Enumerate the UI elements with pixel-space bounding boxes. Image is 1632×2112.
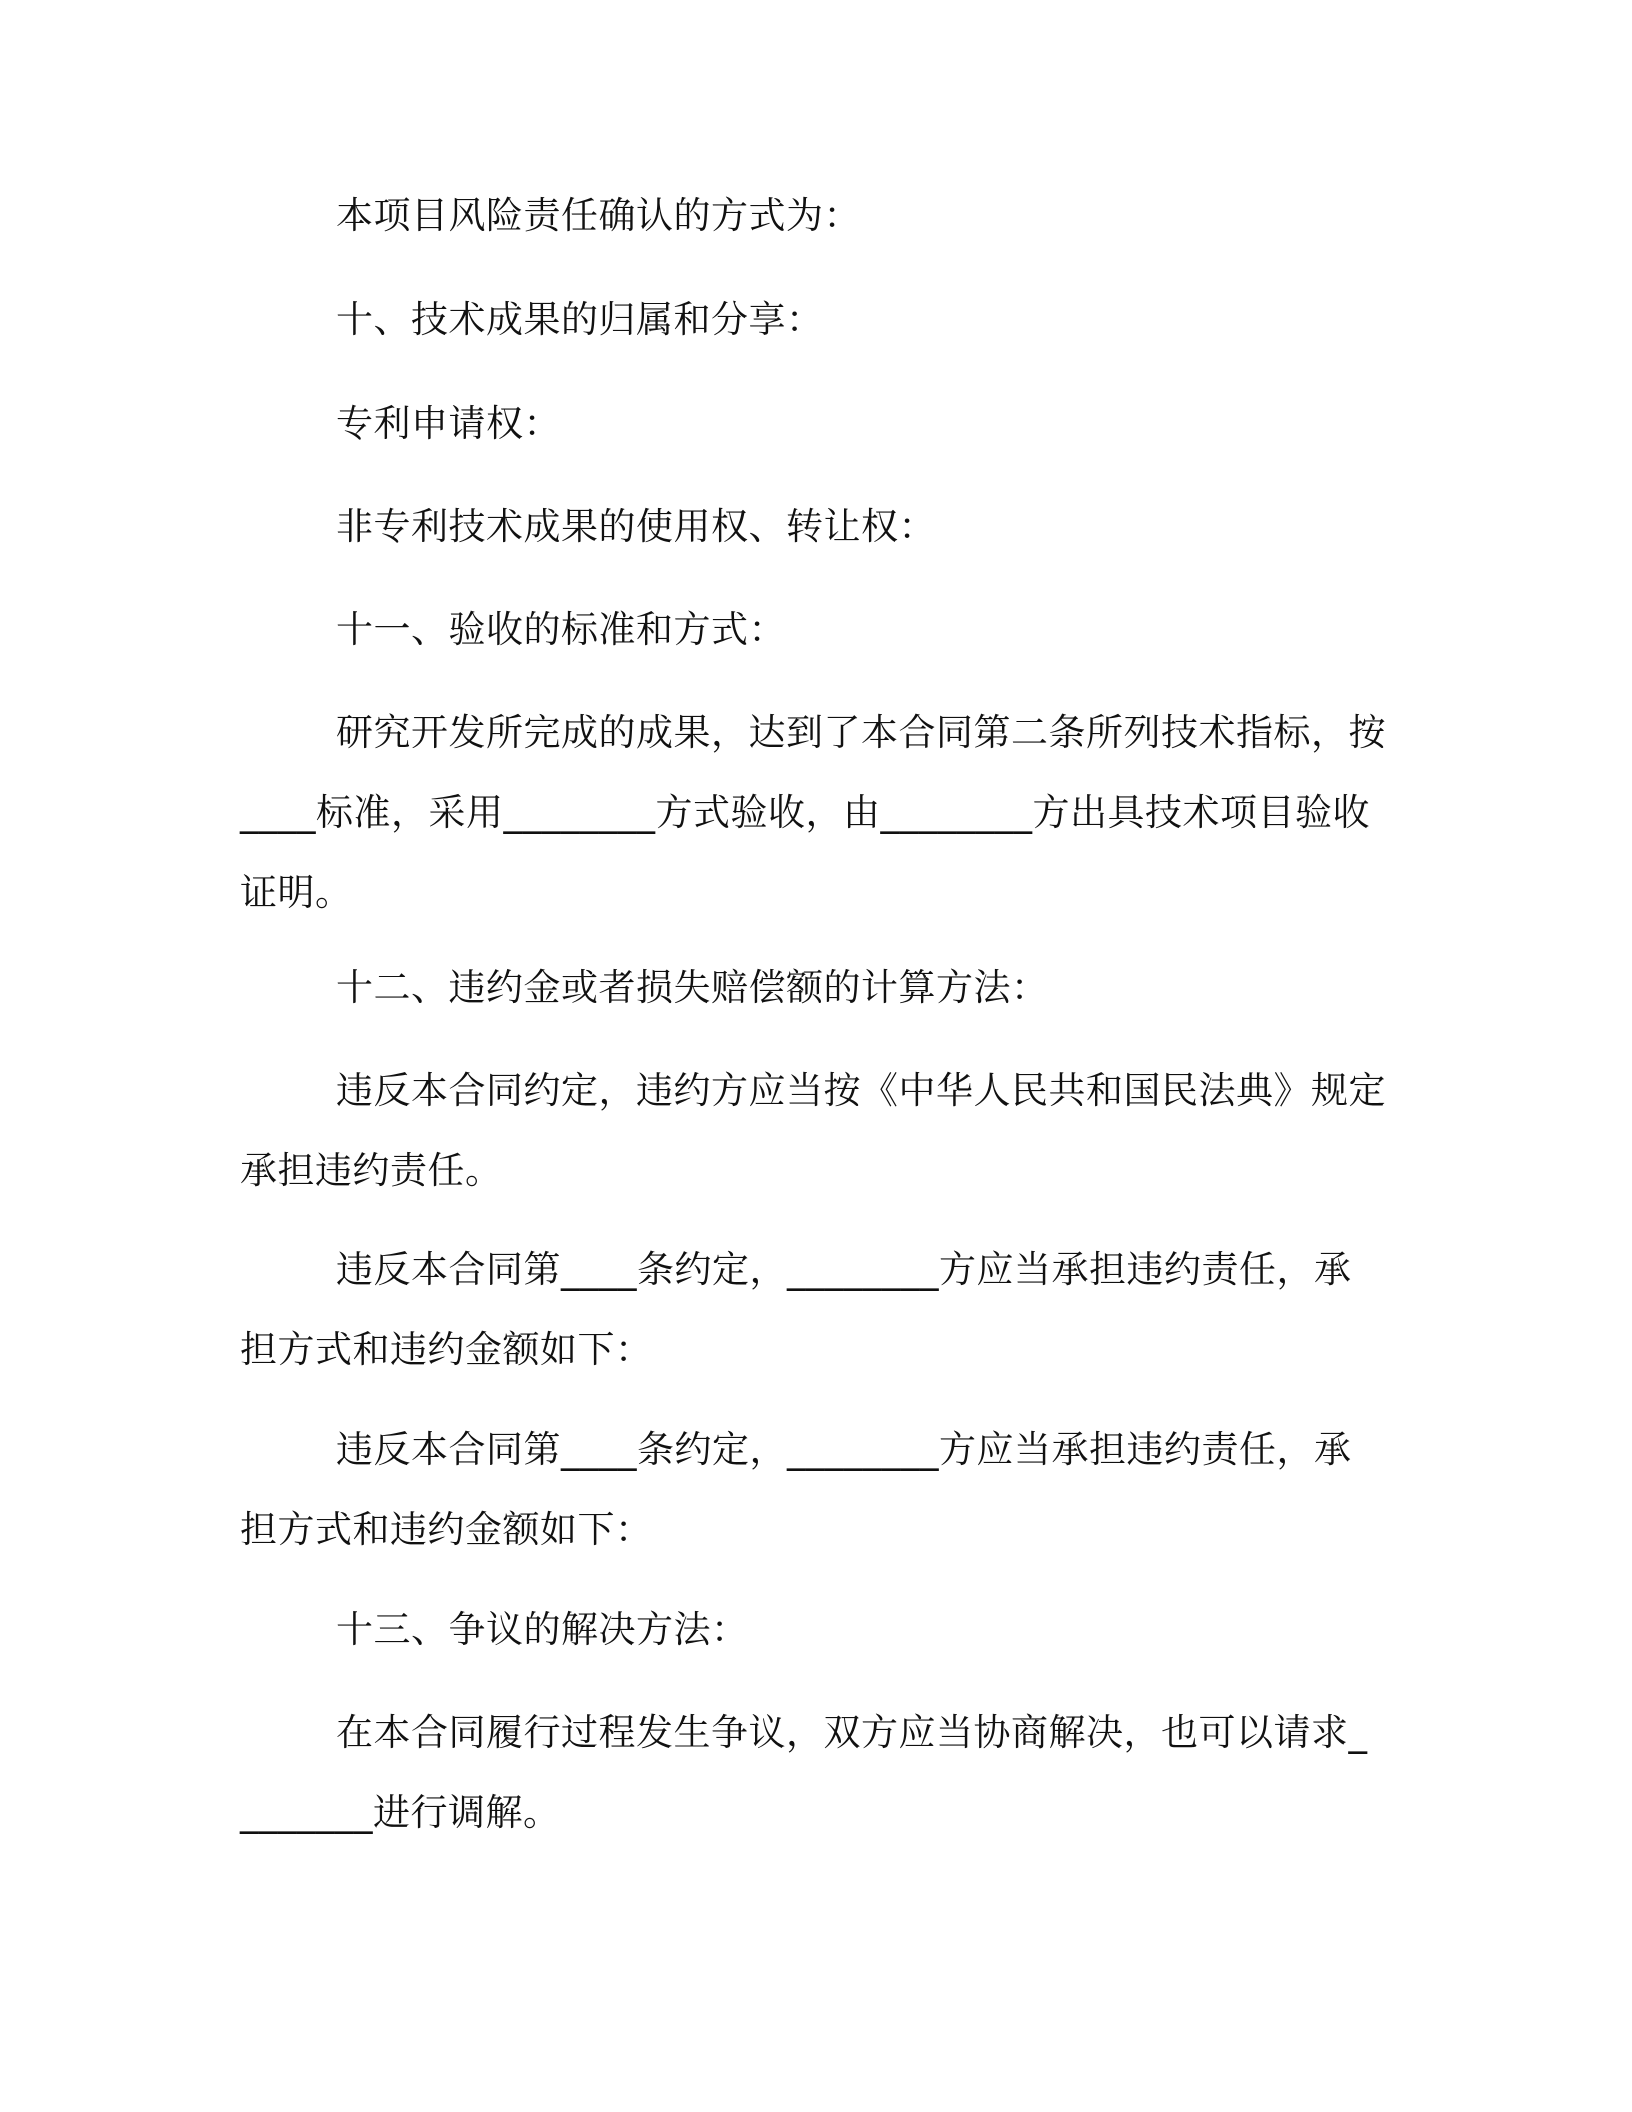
heading-section-11: 十一、验收的标准和方式：	[336, 608, 786, 651]
paragraph-acceptance: 研究开发所完成的成果，达到了本合同第二条所列技术指标，按____标准，采用________方式验收，由________方出具技术项目验收证明。	[240, 711, 1386, 914]
paragraph-patent-right: 专利申请权：	[336, 402, 561, 445]
paragraph-risk-confirmation: 本项目风险责任确认的方式为：	[336, 194, 861, 237]
paragraph-dispute-resolution: 在本合同履行过程发生争议，双方应当协商解决，也可以请求________进行调解。	[240, 1711, 1368, 1834]
paragraph-breach-general: 违反本合同约定，违约方应当按《中华人民共和国民法典》规定承担违约责任。	[240, 1069, 1386, 1192]
heading-section-12: 十二、违约金或者损失赔偿额的计算方法：	[336, 966, 1049, 1009]
paragraph-non-patent-right: 非专利技术成果的使用权、转让权：	[336, 505, 936, 548]
paragraph-breach-clause-1: 违反本合同第____条约定，________方应当承担违约责任，承担方式和违约金额如下：	[240, 1248, 1352, 1371]
heading-section-10: 十、技术成果的归属和分享：	[336, 298, 824, 341]
heading-section-13: 十三、争议的解决方法：	[336, 1608, 749, 1651]
paragraph-breach-clause-2: 违反本合同第____条约定，________方应当承担违约责任，承担方式和违约金额如下：	[240, 1428, 1352, 1551]
